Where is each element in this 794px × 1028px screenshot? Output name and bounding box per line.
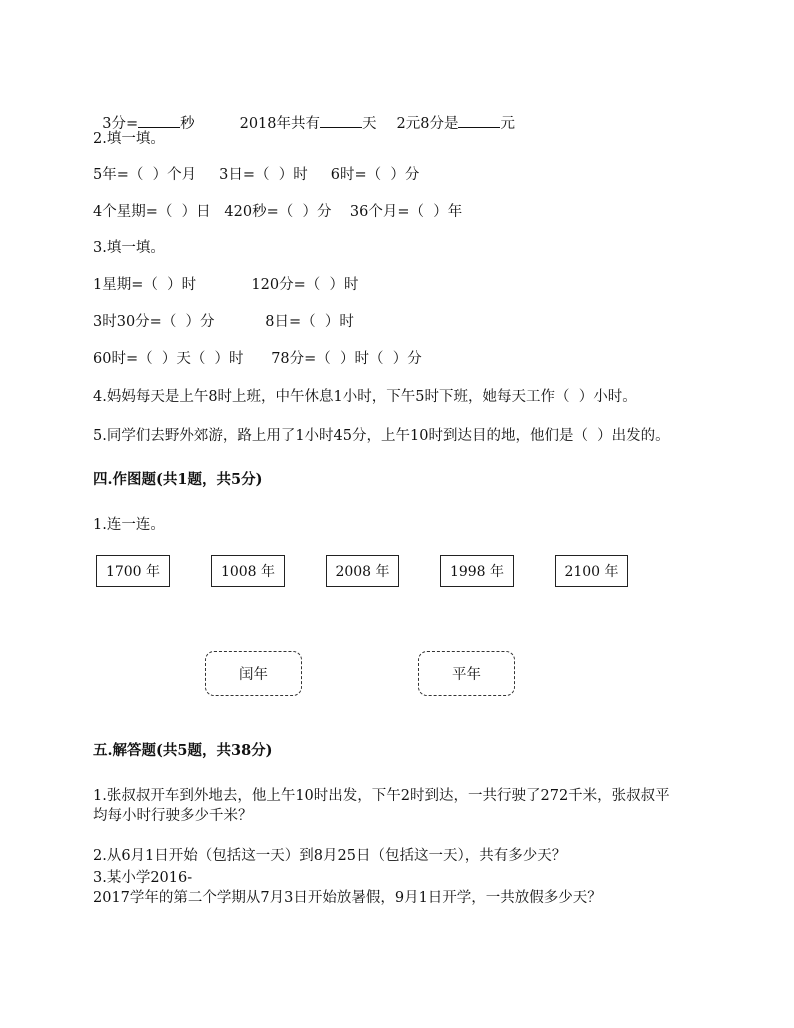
section-5-question-1-line-1: 1.张叔叔开车到外地去，他上午10时出发，下午2时到达，一共行驶了272千米，张叔叔平 bbox=[93, 788, 670, 804]
question-3-title: 3.填一填。 bbox=[93, 240, 165, 256]
year-box-1008[interactable]: 1008 年 bbox=[211, 555, 285, 587]
section-4-question-1: 1.连一连。 bbox=[93, 517, 165, 533]
question-2-row-1: 5年=（ ）个月 3日=（ ）时 6时=（ ）分 bbox=[93, 167, 420, 183]
question-3-row-3: 60时=（ ）天（ ）时 78分=（ ）时（ ）分 bbox=[93, 351, 422, 367]
question-3-row-1: 1星期=（ ）时 120分=（ ）时 bbox=[93, 277, 359, 293]
leap-year-box[interactable]: 闰年 bbox=[205, 651, 302, 696]
section-5-question-3-line-1: 3.某小学2016- bbox=[93, 870, 193, 886]
year-box-1700[interactable]: 1700 年 bbox=[96, 555, 170, 587]
q1-part2-unit: 天 bbox=[362, 116, 377, 132]
fill-blank-row-1 bbox=[93, 93, 515, 134]
answer-blank[interactable] bbox=[138, 113, 180, 128]
answer-blank[interactable] bbox=[458, 113, 500, 128]
q1-part3-unit: 元 bbox=[500, 116, 515, 132]
q1-part2: 2018年共有 bbox=[239, 116, 320, 132]
question-3-row-2: 3时30分=（ ）分 8日=（ ）时 bbox=[93, 314, 354, 330]
question-2-row-2: 4个星期=（ ）日 420秒=（ ）分 36个月=（ ）年 bbox=[93, 204, 463, 220]
section-4-title: 四.作图题(共1题，共5分) bbox=[93, 471, 263, 488]
question-2-title: 2.填一填。 bbox=[93, 131, 165, 147]
question-4: 4.妈妈每天是上午8时上班，中午休息1小时，下午5时下班，她每天工作（ ）小时。 bbox=[93, 389, 637, 405]
year-box-2100[interactable]: 2100 年 bbox=[555, 555, 628, 587]
question-5: 5.同学们去野外郊游，路上用了1小时45分，上午10时到达目的地，他们是（ ）出发的。 bbox=[93, 428, 670, 444]
common-year-box[interactable]: 平年 bbox=[418, 651, 515, 696]
q1-part1-unit: 秒 bbox=[180, 116, 195, 132]
q1-part3: 2元8分是 bbox=[396, 116, 459, 132]
section-5-question-3-line-2: 2017学年的第二个学期从7月3日开始放暑假，9月1日开学，一共放假多少天？ bbox=[93, 890, 602, 906]
section-5-question-2: 2.从6月1日开始（包括这一天）到8月25日（包括这一天），共有多少天？ bbox=[93, 848, 567, 864]
year-box-2008[interactable]: 2008 年 bbox=[326, 555, 399, 587]
section-5-title: 五.解答题(共5题，共38分) bbox=[93, 742, 273, 759]
answer-blank[interactable] bbox=[320, 113, 362, 128]
section-5-question-1-line-2: 均每小时行驶多少千米？ bbox=[93, 808, 253, 824]
q1-part1: 3分= bbox=[102, 116, 139, 132]
year-box-1998[interactable]: 1998 年 bbox=[440, 555, 514, 587]
